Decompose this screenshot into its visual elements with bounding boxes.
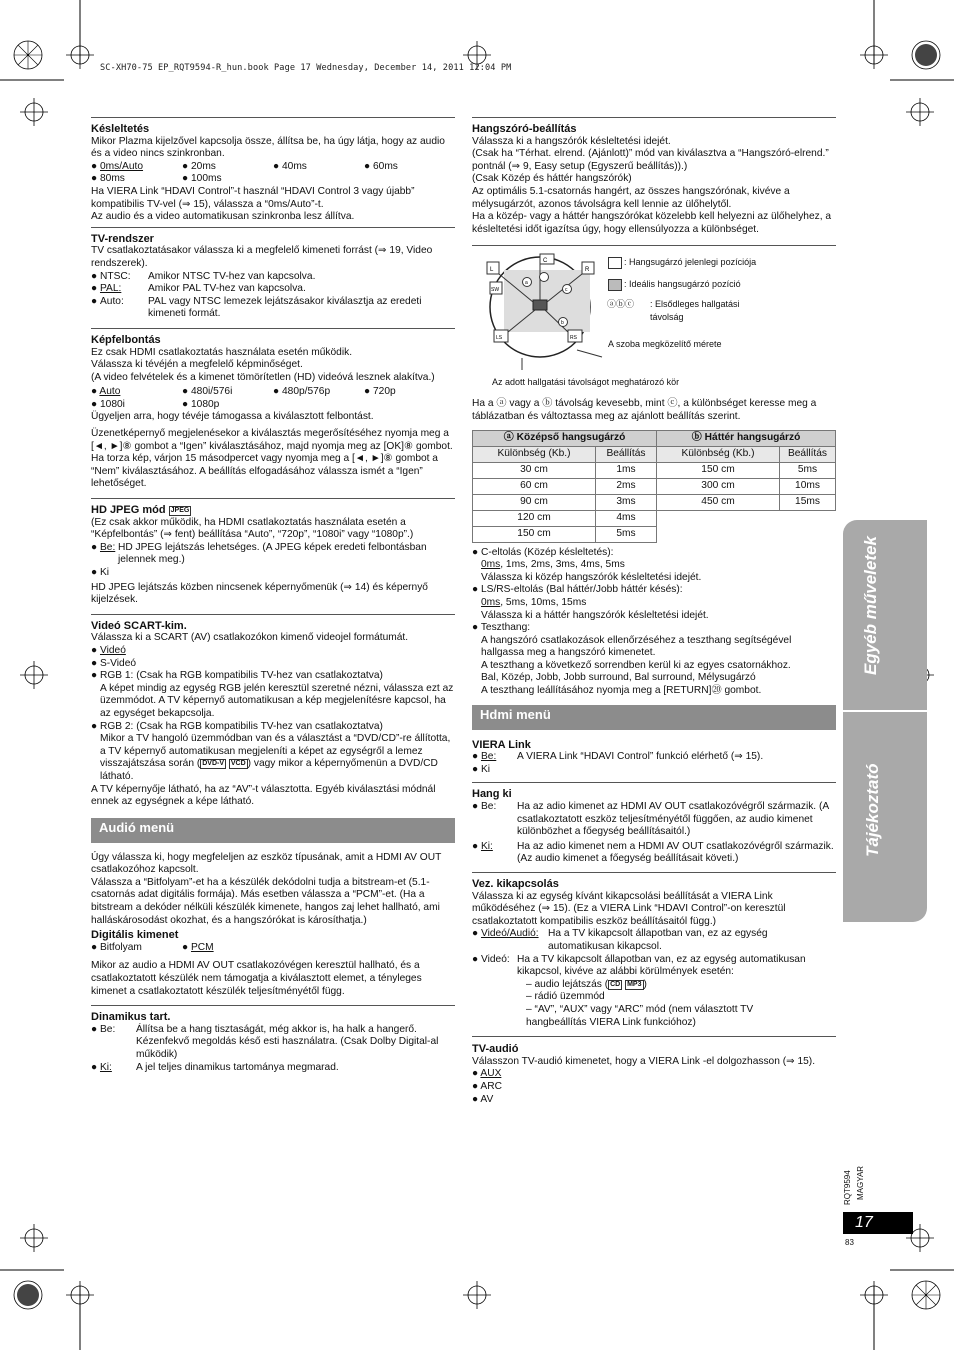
vs-opt: S-Videó (99, 657, 137, 669)
ls-title: LS/RS-eltolás (Bal háttér/Jobb háttér késés): (480, 584, 683, 596)
vs-text: A TV képernyője látható, ha az “AV”-t választotta. Egyéb kiválasztási módnál ennek az egységnek a képe látható. (91, 783, 436, 808)
ls-values: , 5ms, 10ms, 15ms (500, 596, 587, 608)
vl-key: Be: (480, 751, 497, 763)
spk-C: C (543, 258, 548, 265)
table-head-center: ⓐ Középső hangsugárzó (473, 430, 657, 446)
kesl-opt: 20ms (190, 160, 216, 172)
tvr-item: ● Auto: PAL vagy NTSC lemezek lejátszásakor kiválasztja az eredeti kimeneti formát. (91, 296, 455, 321)
dt-key: Be: (99, 1023, 116, 1035)
table-intro: Ha a ⓐ vagy a ⓑ távolság kevesebb, mint ⓒ, a különbséget keresse meg a táblázatban és változtassa meg az ajánlott beállítás szerint. (472, 398, 817, 422)
dk-options: ● Bitfolyam ● PCM (91, 941, 214, 953)
tvr-key: PAL: (99, 283, 122, 295)
hk-key: Ki: (480, 840, 493, 852)
hdj-val: HD JPEG lejátszás lehetséges. (A JPEG képek eredeti felbontásban jelennek meg.) (118, 541, 427, 566)
kesl-opt: 0ms/Auto (99, 160, 144, 172)
tvr-key: NTSC: (99, 270, 131, 282)
hk-val: Ha az adio kimenet az HDMI AV OUT csatlakozóvégről származik. (A csatlakoztatott eszköz teljesítményétől függően, az audio kimenet különbözhet a főegység beállításaitól.) (517, 801, 829, 838)
vk-v: ● Videó: Ha a TV kikapcsolt állapotban van, ez az egység automatikusan kikapcsol, kivéve az alábbi körülmények esetén: (472, 954, 836, 979)
hdj-text: (Ez csak akkor működik, ha HDMI csatlakoztatás használata esetén a “Képfelbontás” (⇒ fent) beállítása “Auto”, “720p”, “1080i” vagy “1080p”.) (91, 516, 414, 541)
section-hangszoro (472, 123, 836, 236)
dk-opt: PCM (190, 941, 214, 953)
ce-values: , 1ms, 2ms, 3ms, 4ms, 5ms (500, 559, 625, 571)
ta-opt: AV (480, 1093, 494, 1105)
ls-desc: Válassza ki a háttér hangszórók késleltetési idejét. (481, 609, 709, 621)
vk-dash: – “AV”, “AUX” vagy “ARC” mód (nem választott TV hangbeállítás VIERA Link funkcióhoz) (526, 1003, 754, 1028)
ta-title: TV-audió (472, 1043, 519, 1056)
vs-opt: RGB 2: (Csak ha RGB kompatibilis TV-hez van csatlakoztatva) (99, 720, 383, 732)
kep-title: Képfelbontás (91, 333, 161, 346)
tj-desc: A teszthang leállításához nyomja meg a [RETURN]⑳ gombot. (481, 685, 762, 697)
kesl-opt: 60ms (372, 160, 398, 172)
tvr-val: PAL vagy NTSC lemezek lejátszásakor kiválasztja az eredeti kimeneti formát. (148, 295, 422, 320)
hdmi-menu-band: Hdmi menü (472, 705, 836, 730)
vs-text: Válassza ki a SCART (AV) csatlakozókon kimenő videojel formátumát. (91, 632, 409, 644)
kep-text: Üzenetképernyő megjelenésekor a kiválasztás megerősítéséhez nyomja meg a [◄, ►]⑧ gombot a “Igen” kiválasztásához, majd nyomja meg az [OK]⑧ gombot. Ha torza kép, várjon 15 másodpercet vagy nyomja meg a [◄, ►]⑧ gombot a “Nem” kiválasztásához. A beállítás elfogadásához válassza ismét a “Igen” lehetőséget. (91, 428, 453, 490)
spk-LS: LS (496, 335, 503, 342)
table-col: Beállítás (596, 446, 657, 462)
tj-desc: A hangszóró csatlakozások ellenőrzéséhez a teszthang segítségével hallgassa meg a hangszóró kimenetet. (481, 634, 792, 659)
kep-text: (A video felvételek és a kimenet tömörítetlen (HD) videóvá lesznek alakítva.) (91, 371, 435, 383)
kesl-opt: 80ms (99, 173, 125, 185)
section-kesleltetes (91, 123, 455, 224)
hdj-text: HD JPEG lejátszás közben nincsenek képernyőmenük (⇒ 14) és képernyő kijelzések. (91, 581, 428, 606)
tvr-val: Amikor NTSC TV-hez van kapcsolva. (148, 270, 316, 282)
dt-key: Ki: (99, 1061, 112, 1073)
legend-marks: ⓐⓑⓒ (607, 299, 635, 310)
section-vez-kikapcsolas (472, 878, 836, 1029)
ce-title: C-eltolás (Közép késleltetés): (480, 546, 614, 558)
hb-text: (Csak ha “Térhat. elrend. (Ajánlott)” mód van kiválasztva a “Hangszóró-elrend.” pontnál (⇒ 9, Easy setup (Egyszerű beállítás)).) (472, 148, 829, 172)
kesl-text: Mikor Plazma kijelzővel kapcsolja össze, állítsa be, ha úgy látja, hogy az audio és a video nincs szinkronban. (91, 135, 445, 160)
vl-val: A VIERA Link “HDAVI Control” funkció elérhető (⇒ 15). (517, 751, 764, 763)
side-tab-label: Egyéb műveletek (861, 536, 880, 675)
hdj-key: Be: (99, 541, 116, 553)
dt-ki: ● Ki: A jel teljes dinamikus tartománya megmarad. (91, 1062, 455, 1075)
hb-title: Hangszóró-beállítás (472, 123, 577, 135)
hb-text: (Csak Közép és háttér hangszórók) (472, 173, 632, 185)
table-head-rear: ⓑ Háttér hangsugárzó (657, 430, 836, 446)
vcd-tag: VCD (230, 760, 246, 768)
table-col: Különbség (Kb.) (657, 446, 780, 462)
hb-text: Az optimális 5.1-csatornás hangért, az összes hangszórónak, kivéve a mélysugárzót, azonos távolságra kell lennie az ülőhelytől. (472, 185, 790, 210)
section-tv-audio: TV-audió Válasszon TV-audió kimenetet, hogy a VIERA Link -el dolgozhasson (⇒ 15). ● AUX ● ARC ● AV (472, 1043, 836, 1106)
vk-val: Ha a TV kikapcsolt állapotban van, ez az egység automatikusan kikapcsol, kivéve az alábbi körülmények esetén: (517, 953, 806, 978)
vk-val: Ha a TV kikapcsolt állapotban van, ez az egység automatikusan kikapcsol. (548, 928, 768, 952)
tj-desc: A teszthang a következő sorrendben kerül ki az egyes csatornákhoz. (481, 659, 791, 671)
ls-default: 0ms (481, 596, 501, 608)
hdj-title: HD JPEG mód (91, 504, 166, 517)
kep-text: Ügyeljen arra, hogy tévéje támogassa a kiválasztott felbontást. (91, 411, 374, 423)
table-row: 120 cm 4ms (473, 510, 836, 526)
kesl-opt: 40ms (281, 160, 307, 172)
side-tab-other-operations (843, 520, 927, 710)
table-col: Különbség (Kb.) (473, 446, 596, 462)
kep-options-1: ● Auto ● 480i/576i ● 480p/576p ● 720p (91, 386, 396, 398)
spk-R: R (585, 267, 590, 274)
kep-opt: 480i/576i (190, 386, 233, 398)
tj-desc: Bal, Közép, Jobb, Jobb surround, Bal surround, Mélysugárzó (481, 672, 756, 684)
legend-ideal: : Ideális hangsugárzó pozíció (624, 279, 741, 290)
kesl-options-2: ● 80ms ● 100ms (91, 173, 222, 185)
table-row: 30 cm 1ms 150 cm 5ms (473, 462, 836, 478)
small-page-number: 83 (845, 1238, 854, 1247)
section-hd-jpeg: HD JPEG mód JPEG (Ez csak akkor működik, ha HDMI csatlakoztatás használata esetén a “Képfelbontás” (⇒ fent) beállítása “Auto”, “720p”, “1080i” vagy “1080p”.) ● Be: HD JPEG lejátszás lehetséges. (A JPEG képek eredeti felbontásban jelennek meg.) ● Ki HD JPEG lejátszás közben nincsenek képernyőmenük (⇒ 14) és képernyő kijelzések. (91, 504, 455, 607)
section-tv-rendszer (91, 233, 455, 321)
dt-val: Állítsa be a hang tisztaságát, még akkor is, ha halk a hangerő. Kézenfekvő megoldás késő esti használatra. (Csak Dolby Digital-al működik) (136, 1023, 439, 1060)
kesl-opt: 100ms (190, 173, 222, 185)
vl-title: VIERA Link (472, 738, 531, 751)
legend-distance: : Elsődleges hallgatási távolság (650, 299, 740, 322)
kep-text: Válassza ki tévéjén a megfelelő képminőséget. (91, 359, 303, 371)
mark-c: c (565, 287, 568, 294)
tvr-title: TV-rendszer (91, 232, 154, 245)
mp3-tag: MP3 (627, 980, 642, 988)
right-column (472, 117, 836, 1106)
kep-opt: Auto (99, 386, 121, 398)
vs-desc: A képet mindig az egység RGB jelén keresztül szeretné nézni, válassza ezt az üzemmódot. A TV képernyő automatikusan a kép megjelenítésre kapcsol, ha az egységet bekapcsolja. (100, 682, 454, 719)
ta-text: Válasszon TV-audió kimenetet, hogy a VIERA Link -el dolgozhasson (⇒ 15). (472, 1055, 816, 1067)
language-label: MAGYAR (856, 1165, 865, 1200)
kesl-options-1: ● 0ms/Auto ● 20ms ● 40ms ● 60ms (91, 160, 398, 172)
ideal-position-icon (608, 279, 622, 291)
vk-dash: ) (643, 978, 647, 990)
cd-tag: CD (610, 980, 621, 988)
vk-dash: – rádió üzemmód (526, 991, 605, 1003)
ce-desc: Válassza ki közép hangszórók késleltetési idejét. (481, 571, 702, 583)
spk-SW: SW (491, 287, 500, 294)
kep-text: Ez csak HDMI csatlakoztatás használata esetén működik. (91, 346, 353, 358)
kesl-note: Ha VIERA Link “HDAVI Control”-t használ “HDAVI Control 3 vagy újabb” kompatibilis TV-vel (⇒ 15), válassza a “0ms/Auto”-t. (91, 185, 415, 210)
dk-opt: Bitfolyam (99, 941, 142, 953)
doc-code: RQT9594 (843, 1170, 852, 1205)
hb-text: Válassza ki a hangszórók késleltetési idejét. (472, 135, 671, 147)
hk-ki: ● Ki: Ha az adio kimenet nem a HDMI AV OUT csatlakozóvégről származik. (Az audio kimenet a főegység beállításait követi.) (472, 840, 834, 865)
section-dinamikus (91, 1011, 455, 1074)
hdj-ki: Ki (99, 567, 110, 578)
delay-options: ● C-eltolás (Közép késleltetés): 0ms, 1ms, 2ms, 3ms, 4ms, 5ms Válassza ki közép hangszórók késleltetési idejét. ● LS/RS-eltolás (Bal háttér/Jobb háttér késés): 0ms, 5ms, 10ms, 15ms Válassza ki a háttér hangszórók késleltetési idejét. ● Teszthang: A hangszóró csatlakozások ellenőrzéséhez a teszthang segítségével hallgassa meg a hangszóró kimenetet. A teszthang a következő sorrendben kerül ki az egyes csatornákhoz. Bal, Közép, Jobb, Jobb surround, Bal surround, Mélysugárzó A teszthang leállításához nyomja meg a [RETURN]⑳ gombot. (472, 547, 836, 698)
vl-ki: Ki (480, 763, 491, 775)
kesl-note: Az audio és a video automatikusan szinkronba lesz állítva. (91, 211, 355, 223)
tvr-text: TV csatlakoztatásakor válassza ki a megfelelő kimeneti forrást (⇒ 19, Video rendszerek). (91, 245, 433, 269)
page-number: 17 (843, 1212, 913, 1234)
vs-title: Videó SCART-kim. (91, 619, 187, 632)
audio-text: Mikor az audio a HDMI AV OUT csatlakozóvégen keresztül hallható, és a csatlakoztatott készülék nem támogatja a kiválasztott elemet, a tényleges kimenet a csatlakoztatott készülék teljesítményétől függ. (91, 960, 422, 997)
audio-text: Úgy válassza ki, hogy megfeleljen az eszköz típusának, amit a HDMI AV OUT csatlakozóhoz kapcsolt. (91, 851, 442, 876)
vk-key: Videó: (480, 953, 510, 965)
ta-opt: AUX (480, 1068, 502, 1080)
side-tab-label: Tájékoztató (863, 763, 882, 857)
jpeg-tag: JPEG (170, 507, 190, 515)
tvr-key: Auto: (99, 295, 124, 307)
hk-val: Ha az adio kimenet nem a HDMI AV OUT csatlakozóvégről származik. (Az audio kimenet a főegység beállításait követi.) (517, 840, 834, 865)
vk-title: Vez. kikapcsolás (472, 878, 559, 890)
room-size-label: A szoba megközelítő mérete (608, 339, 722, 350)
section-audio (91, 852, 455, 999)
dk-title: Digitális kimenet (91, 929, 179, 942)
ta-opt: ARC (480, 1080, 502, 1092)
mark-a: a (525, 280, 528, 287)
vk-va: ● Videó/Audió: Ha a TV kikapcsolt állapotban van, ez az egység automatikusan kikapcsol. (472, 928, 836, 953)
vl-be: ● Be: A VIERA Link “HDAVI Control” funkció elérhető (⇒ 15). (472, 751, 764, 763)
hk-be: ● Be: Ha az adio kimenet az HDMI AV OUT csatlakozóvégről származik. (A csatlakoztatott eszköz teljesítményétől függően, az audio kimenet különbözhet a főegység beállításaitól.) (472, 801, 836, 839)
left-column (91, 117, 455, 1074)
tvr-item: ● NTSC: Amikor NTSC TV-hez van kapcsolva. (91, 271, 455, 284)
table-row: 60 cm 2ms 300 cm 10ms (473, 478, 836, 494)
hb-text: Ha a közép- vagy a háttér hangszórókat közelebb kell helyezni az ülőhelyhez, a késleltetési időt igazítsa úgy, hogy ellensúlyozza a különbséget. (472, 211, 832, 235)
vk-dash: – audio lejátszás ( (526, 978, 609, 990)
vs-desc: Mikor a TV hangoló üzemmódban van és a választást a “DVD/CD”-re állította, a TV képernyő automatikusan megjeleníti a képet az egységről a lemez visszajátszása során ( (100, 733, 451, 770)
file-header: SC-XH70-75 EP_RQT9594-R_hun.book Page 17 Wednesday, December 14, 2011 12:04 PM (100, 63, 512, 73)
kep-options-2: ● 1080i ● 1080p (91, 398, 220, 410)
circle-label: Az adott hallgatási távolságot meghatározó kör (492, 377, 680, 388)
kep-opt: 720p (372, 386, 396, 398)
hdj-be: ● Be: HD JPEG lejátszás lehetséges. (A JPEG képek eredeti felbontásban jelennek meg.) (91, 542, 455, 567)
kep-opt: 1080p (190, 398, 220, 410)
side-tab-reference (843, 712, 927, 922)
ce-default: 0ms (481, 559, 501, 571)
vs-desc: ) vagy mikor a képernyőmenün a DVD/CD látható. (100, 758, 438, 782)
section-kepfelbontas (91, 334, 455, 491)
delay-table (472, 430, 836, 543)
section-video-scart: Videó SCART-kim. Válassza ki a SCART (AV) csatlakozókon kimenő videojel formátumát. ● Videó ● S-Videó ● RGB 1: (Csak ha RGB kompatibilis TV-hez van csatlakoztatva) A képet mindig az egység RGB jelén keresztül szeretné nézni, válassza ezt az üzemmódot. A TV képernyő automatikusan a kép megjelenítésre kapcsol, ha az egységet bekapcsolja. ● RGB 2: (Csak ha RGB kompatibilis TV-hez van csatlakoztatva) Mikor a TV hangoló üzemmódban van és a választást a “DVD/CD”-re állította, a TV képernyő automatikusan megjeleníti a képet az egységről a lemez visszajátszása során ( DVD-V VCD ) vagy mikor a képernyőmenün a DVD/CD látható. A TV képernyője látható, ha az “AV”-t választotta. Egyéb kiválasztási módnál ennek az egységnek a képe látható. (91, 619, 454, 808)
kesl-title: Késleltetés (91, 123, 150, 135)
dvdv-tag: DVD-V (202, 760, 224, 768)
hk-title: Hang ki (472, 788, 512, 801)
tvr-val: Amikor PAL TV-hez van kapcsolva. (148, 283, 306, 295)
table-col: Beállítás (780, 446, 836, 462)
spk-L: L (490, 267, 494, 274)
kep-opt: 1080i (99, 398, 125, 410)
section-viera-link: VIERA Link ● Be: A VIERA Link “HDAVI Control” funkció elérhető (⇒ 15). ● Ki (472, 739, 836, 777)
table-row: 150 cm 5ms (473, 526, 836, 542)
audio-menu-band: Audió menü (91, 818, 455, 843)
section-hang-ki (472, 788, 836, 866)
spk-RS: RS (570, 335, 577, 342)
table-row: 90 cm 3ms 450 cm 15ms (473, 494, 836, 510)
legend-current: : Hangsugárzó jelenlegi pozíciója (624, 257, 757, 268)
tj-title: Teszthang: (480, 622, 531, 634)
tvr-item: ● PAL: Amikor PAL TV-hez van kapcsolva. (91, 283, 455, 296)
vk-text: Válassza ki az egység kívánt kikapcsolási beállítását a VIERA Link működéséhez (⇒ 15). (Ez a VIERA Link “HDAVI Control”-on keresztül csatlakoztatott kompatibilis eszköz beállításaitól függ.) (472, 890, 786, 927)
mark-b: b (561, 320, 564, 327)
audio-text: Válassza a “Bitfolyam”-et ha a készülék dekódolni tudja a bitstream-et (5.1-csatornás adat digitális formája). Más esetben válassza a “PCM”-et. (Ha a bitstream a dekóder nélküli készülék kimenete, hangos zaj lehet hallható, ami halláskárosodást okozhat, és a hangszórókat is károsíthatja.) (91, 876, 440, 926)
dt-title: Dinamikus tart. (91, 1011, 171, 1024)
vk-key: Videó/Audió: (480, 928, 539, 940)
dt-be: ● Be: Állítsa be a hang tisztaságát, még akkor is, ha halk a hangerő. Kézenfekvő megoldás késő esti használatra. (Csak Dolby Digital-al működik) (91, 1024, 455, 1062)
vs-opt: Videó (99, 644, 126, 656)
hk-key: Be: (480, 801, 497, 813)
dt-val: A jel teljes dinamikus tartománya megmarad. (136, 1061, 339, 1073)
vs-opt: RGB 1: (Csak ha RGB kompatibilis TV-hez van csatlakoztatva) (99, 670, 383, 682)
kep-opt: 480p/576p (281, 386, 331, 398)
speaker-diagram (472, 252, 836, 392)
current-position-icon (608, 257, 622, 269)
speaker-layout-figure (482, 252, 622, 372)
